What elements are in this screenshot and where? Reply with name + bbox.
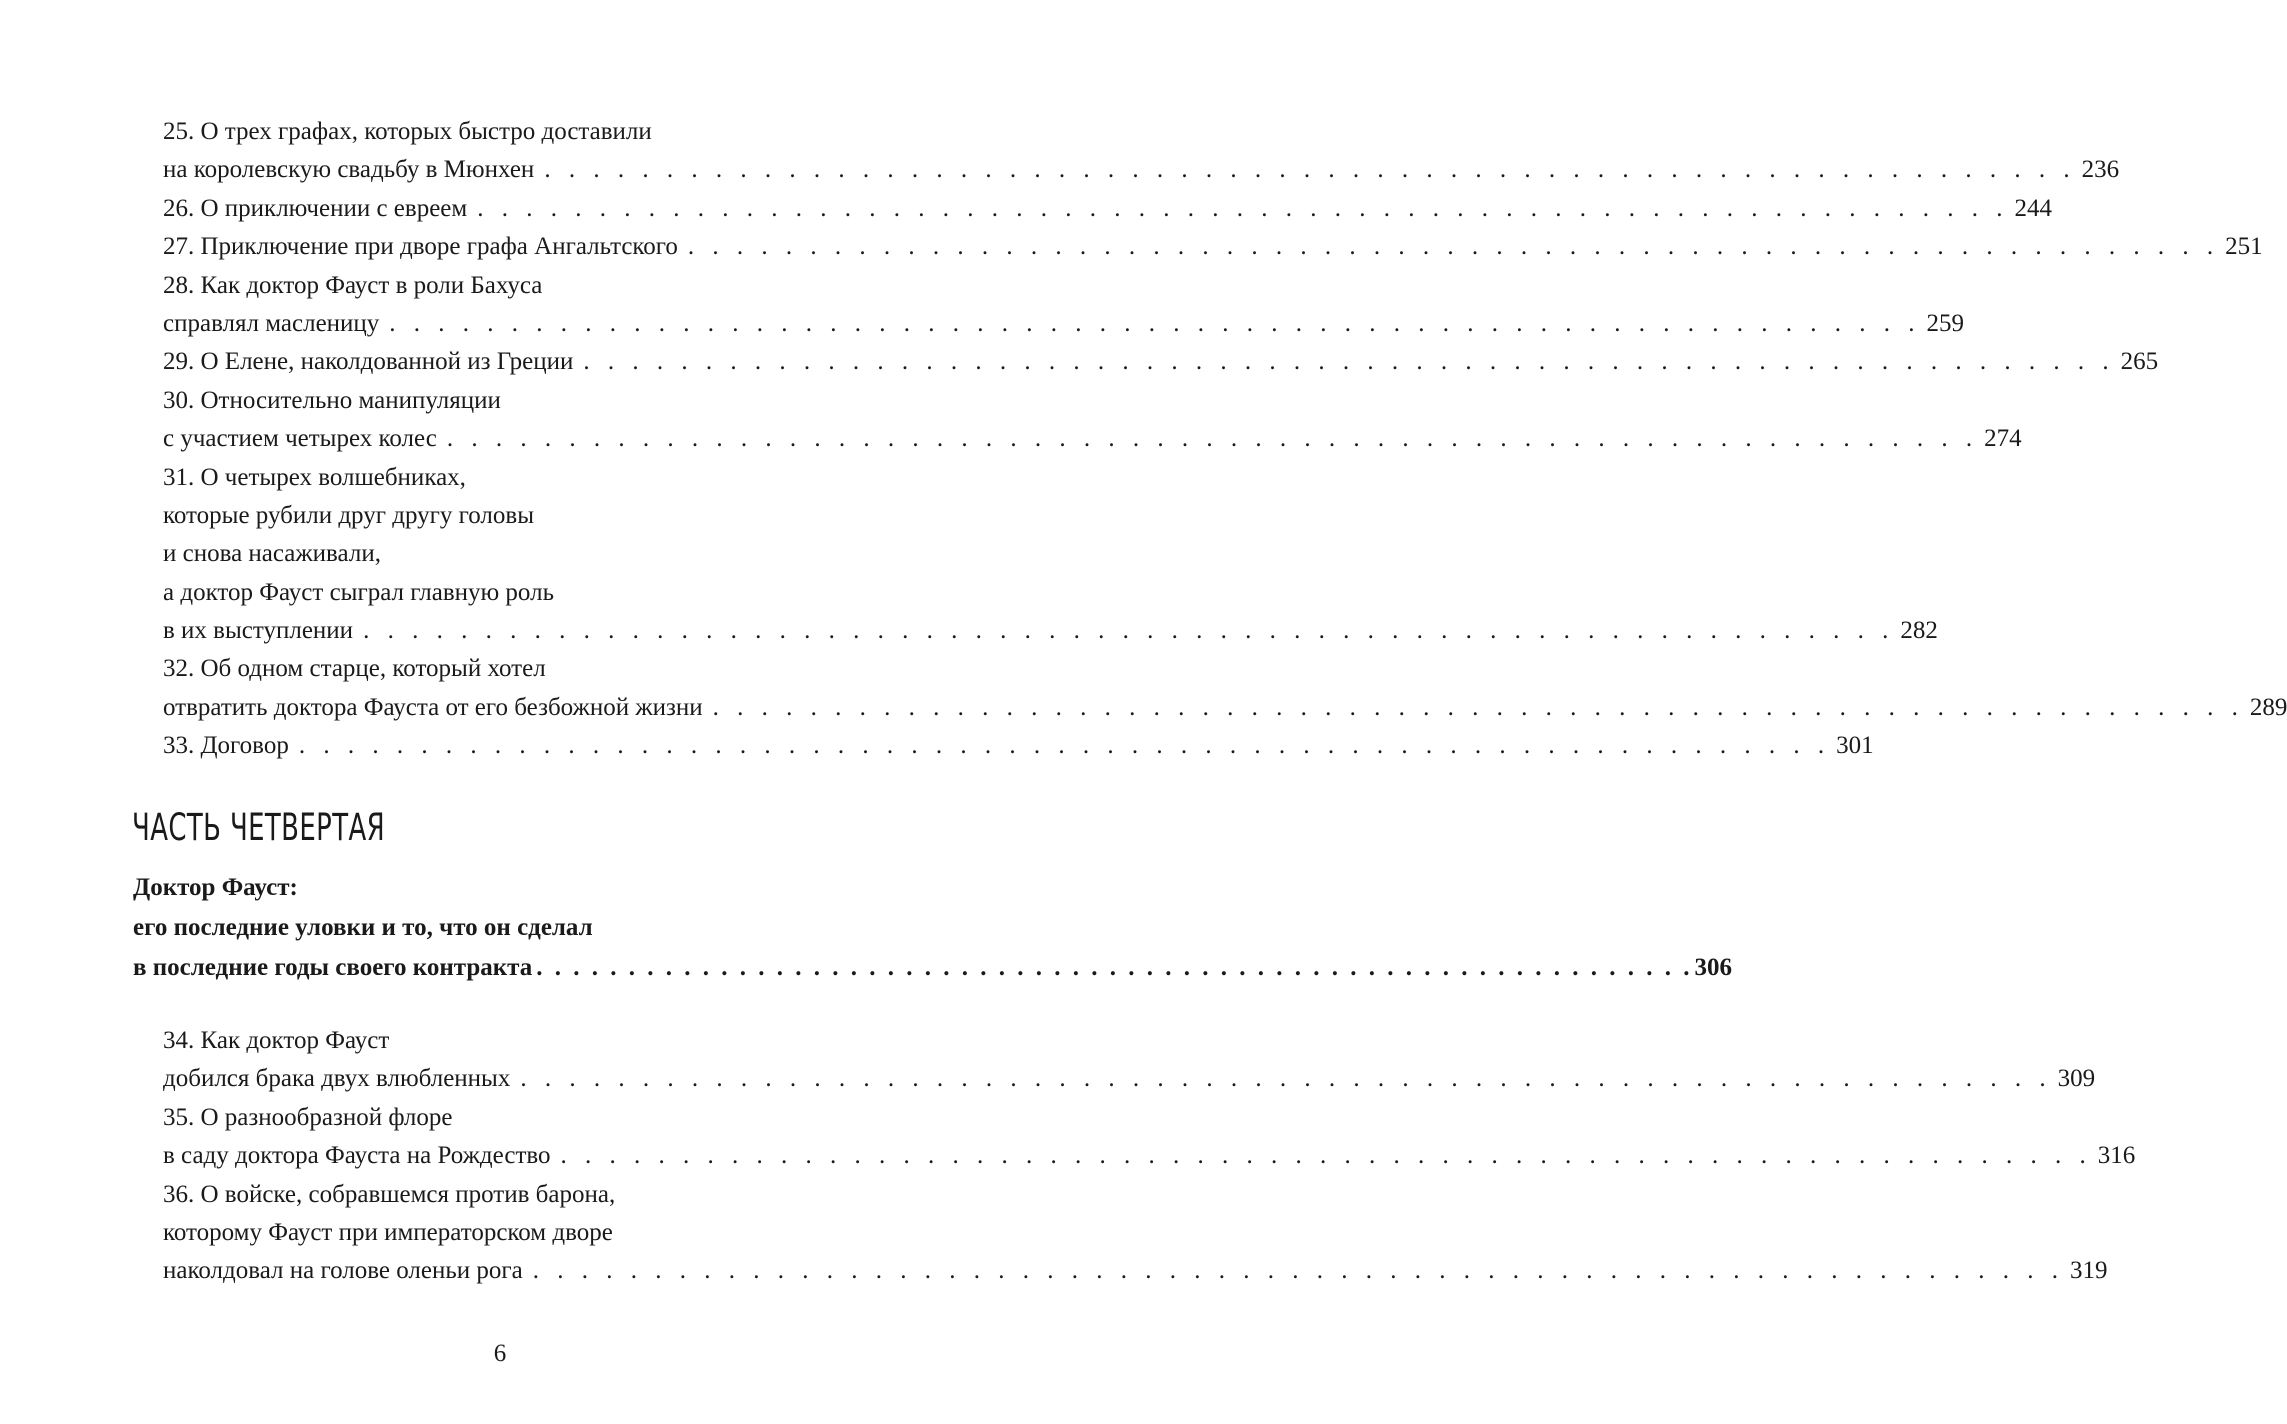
toc-entry-text: добился брака двух влюбленных [163,1065,511,1093]
part-title-block [133,868,1732,988]
toc-entry-text: отвратить доктора Фауста от его безбожной жизни [163,693,703,721]
dot-leader: . . . . . . . . . . . . . . . . . . . . . . . . . . . . . . . . . . . . . . . . . . . . . . . . . . . . . . . . . . . . . . . [298,732,1831,760]
dot-leader: . . . . . . . . . . . . . . . . . . . . . . . . . . . . . . . . . . . . . . . . . . . . . . . . . . . . . . . . . . . . . . . [446,425,1979,453]
dot-leader: . . . . . . . . . . . . . . . . . . . . . . . . . . . . . . . . . . . . . . . . . . . . . . . . . . . . . . . . . . . . . . . [544,156,2076,184]
toc-entry-line[interactable] [163,343,2159,381]
toc-entry-line[interactable] [163,650,818,688]
toc-entry-line[interactable] [163,190,2052,228]
toc-entry-line[interactable] [163,689,2287,727]
toc-entry-line[interactable] [163,459,818,497]
toc-entry-text: 31. О четырех волшебниках, [163,463,466,491]
toc-entry-line[interactable] [163,574,818,612]
toc-list-upper [163,113,2287,766]
toc-page-number: 244 [2014,194,2052,222]
toc-entry-line[interactable] [163,228,2263,266]
toc-entry-line[interactable] [163,1137,2136,1175]
toc-entry-text: 30. Относительно манипуляции [163,386,501,414]
toc-page-number: 289 [2249,693,2287,721]
toc-entry-text: а доктор Фауст сыграл главную роль [163,578,554,606]
toc-page-number: 301 [1836,732,1874,760]
toc-entry-text: в последние годы своего контракта [133,954,533,981]
toc-entry-line[interactable] [163,382,818,420]
toc-entry-line[interactable] [163,1022,818,1060]
dot-leader: . . . . . . . . . . . . . . . . . . . . . . . . . . . . . . . . . . . . . . . . . . . . . . . . . . . . . . . . . . . . . . . [687,233,2220,261]
dot-leader: . . . . . . . . . . . . . . . . . . . . . . . . . . . . . . . . . . . . . . . . . . . . . . . . . . . . . . . . . . . . . . . [560,1142,2092,1170]
toc-entry-text: 25. О трех графах, которых быстро доставили [163,118,652,145]
toc-entry-text: 34. Как доктор Фауст [163,1027,390,1054]
toc-entry-text: наколдовал на голове оленьи рога [163,1257,523,1285]
toc-entry-text: в саду доктора Фауста на Рождество [163,1142,551,1170]
dot-leader: . . . . . . . . . . . . . . . . . . . . . . . . . . . . . . . . . . . . . . . . . . . . . . . . . . . . . . . . . . . . . . . [536,954,1693,981]
toc-entry-line[interactable] [163,1060,2096,1098]
toc-page-number: 306 [1694,954,1732,981]
toc-entry-text: 33. Договор [163,732,289,760]
toc-entry-line[interactable] [163,612,1938,650]
toc-page-number: 236 [2081,156,2120,184]
toc-entry-text: его последние уловки и то, что он сделал [133,914,593,941]
toc-entry-text: Доктор Фауст: [133,874,298,901]
dot-leader: . . . . . . . . . . . . . . . . . . . . . . . . . . . . . . . . . . . . . . . . . . . . . . . . . . . . . . . . . . . . . . . [389,309,1921,337]
toc-page-number: 274 [1984,425,2022,453]
toc-entry-line[interactable] [163,1252,2108,1290]
dot-leader: . . . . . . . . . . . . . . . . . . . . . . . . . . . . . . . . . . . . . . . . . . . . . . . . . . . . . . . . . . . . . . . [363,617,1895,645]
toc-entry-text: и снова насаживали, [163,540,381,568]
toc-entry-text: 32. Об одном старце, который хотел [163,655,546,683]
part-title-line[interactable] [133,868,818,908]
toc-entry-line[interactable] [163,1176,818,1214]
dot-leader: . . . . . . . . . . . . . . . . . . . . . . . . . . . . . . . . . . . . . . . . . . . . . . . . . . . . . . . . . . . . . . . [532,1257,2064,1285]
toc-list-lower [163,1022,2136,1291]
toc-page-number: 259 [1926,309,1965,337]
dot-leader: . . . . . . . . . . . . . . . . . . . . . . . . . . . . . . . . . . . . . . . . . . . . . . . . . . . . . . . . . . . . . . . [477,194,2009,222]
toc-page-number: 316 [2097,1142,2136,1170]
toc-entry-text: на королевскую свадьбу в Мюнхен [163,156,535,184]
toc-entry-line[interactable] [163,420,2022,458]
toc-entry-text: которому Фауст при императорском дворе [163,1218,613,1246]
part-title-line[interactable] [133,908,818,948]
dot-leader: . . . . . . . . . . . . . . . . . . . . . . . . . . . . . . . . . . . . . . . . . . . . . . . . . . . . . . . . . . . . . . . [520,1065,2052,1093]
toc-page-number: 309 [2057,1065,2096,1093]
toc-entry-line[interactable] [163,497,818,535]
toc-entry-text: 28. Как доктор Фауст в роли Бахуса [163,271,543,299]
toc-entry-text: которые рубили друг другу головы [163,501,534,529]
toc-entry-text: 35. О разнообразной флоре [163,1103,453,1131]
part-heading: ЧАСТЬ ЧЕТВЕРТАЯ [132,806,386,849]
toc-entry-line[interactable] [163,113,818,151]
toc-entry-text: 36. О войске, собравшемся против барона, [163,1180,616,1208]
toc-entry-text: 27. Приключение при дворе графа Ангальтского [163,233,678,261]
toc-page-number: 265 [2120,348,2159,376]
toc-page-number: 251 [2225,233,2263,261]
toc-entry-text: справлял масленицу [163,309,380,337]
dot-leader: . . . . . . . . . . . . . . . . . . . . . . . . . . . . . . . . . . . . . . . . . . . . . . . . . . . . . . . . . . . . . . . [712,693,2244,721]
toc-entry-line[interactable] [163,535,818,573]
toc-entry-line[interactable] [163,727,1874,765]
part-title-line[interactable] [133,948,1732,988]
toc-entry-line[interactable] [163,151,2120,189]
toc-entry-text: 29. О Елене, наколдованной из Греции [163,348,574,376]
toc-entry-line[interactable] [163,267,818,305]
toc-entry-text: в их выступлении [163,617,354,645]
dot-leader: . . . . . . . . . . . . . . . . . . . . . . . . . . . . . . . . . . . . . . . . . . . . . . . . . . . . . . . . . . . . . . . [583,348,2115,376]
toc-entry-text: 26. О приключении с евреем [163,194,468,222]
toc-entry-line[interactable] [163,1214,818,1252]
page-number: 6 [493,1340,507,1367]
toc-page-number: 282 [1900,617,1938,645]
toc-entry-line[interactable] [163,1099,818,1137]
toc-page-number: 319 [2070,1257,2108,1285]
toc-entry-text: с участием четырех колес [163,425,437,453]
toc-entry-line[interactable] [163,305,1965,343]
